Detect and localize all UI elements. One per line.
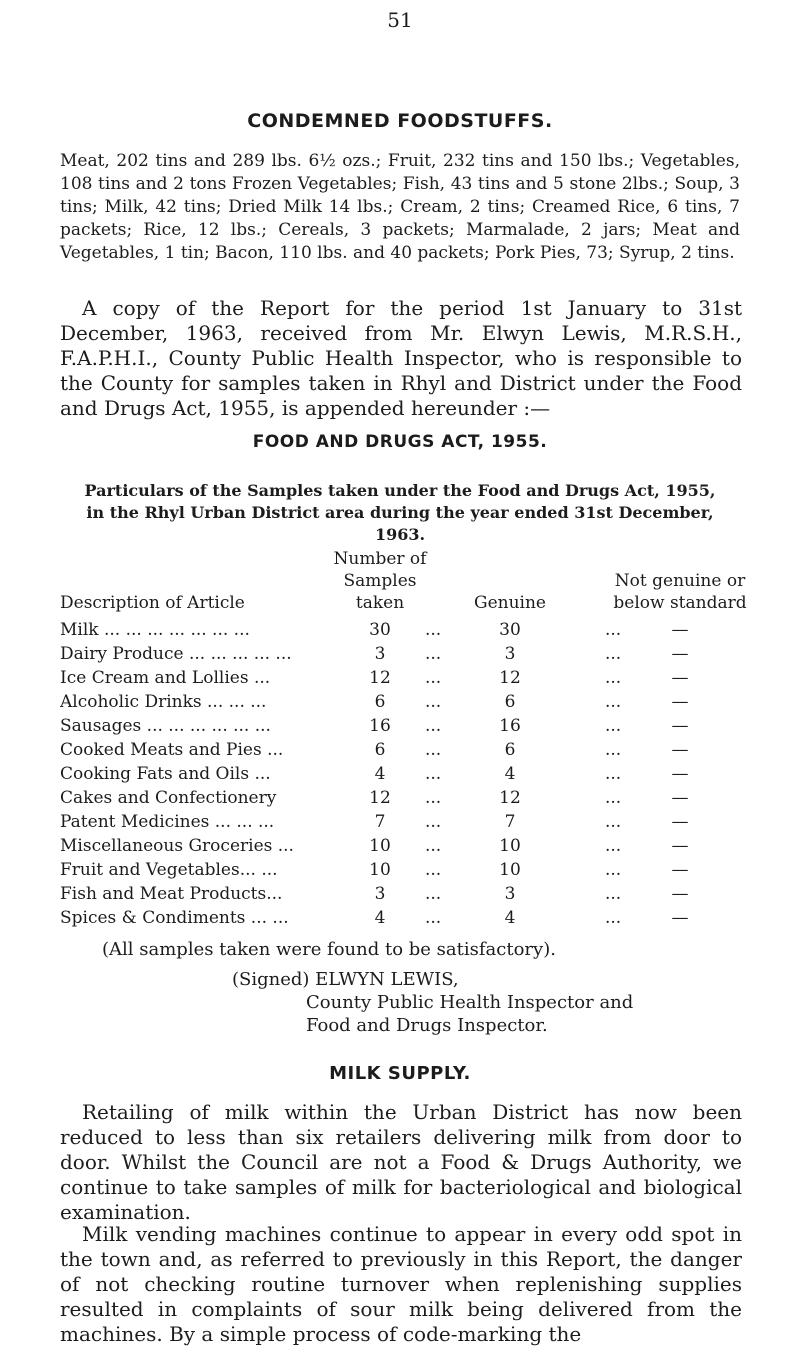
not-genuine-cell: —: [671, 668, 689, 688]
not-genuine-cell: —: [671, 812, 689, 832]
article-cell: Alcoholic Drinks ... ... ...: [60, 692, 267, 712]
samples-taken-cell: 4: [374, 908, 386, 928]
samples-taken-cell: 3: [374, 884, 386, 904]
leader-dots: ...: [605, 764, 622, 784]
table-row: [0, 812, 800, 836]
condemned-heading: CONDEMNED FOODSTUFFS.: [247, 110, 553, 132]
table-row: [0, 692, 800, 716]
leader-dots: ...: [425, 788, 442, 808]
not-genuine-cell: —: [671, 884, 689, 904]
genuine-cell: 7: [504, 812, 516, 832]
leader-dots: ...: [605, 812, 622, 832]
table-row: [0, 860, 800, 884]
not-genuine-cell: —: [671, 764, 689, 784]
leader-dots: ...: [605, 644, 622, 664]
not-genuine-cell: —: [671, 836, 689, 856]
signature-name: (Signed) ELWYN LEWIS,: [232, 969, 459, 990]
leader-dots: ...: [425, 740, 442, 760]
article-cell: Spices & Condiments ... ...: [60, 908, 289, 928]
samples-taken-cell: 12: [369, 788, 391, 808]
leader-dots: ...: [605, 836, 622, 856]
food-drugs-heading: FOOD AND DRUGS ACT, 1955.: [252, 432, 548, 452]
not-genuine-cell: —: [671, 644, 689, 664]
leader-dots: ...: [605, 788, 622, 808]
column-header-genuine: Genuine: [474, 593, 546, 613]
samples-taken-cell: 12: [369, 668, 391, 688]
article-cell: Ice Cream and Lollies ...: [60, 668, 271, 688]
not-genuine-cell: —: [671, 692, 689, 712]
genuine-cell: 16: [499, 716, 521, 736]
not-genuine-cell: —: [671, 860, 689, 880]
page-number: 51: [387, 8, 413, 32]
samples-taken-cell: 10: [369, 860, 391, 880]
column-header-not-genuine-1: Not genuine or: [614, 571, 746, 591]
leader-dots: ...: [425, 668, 442, 688]
genuine-cell: 12: [499, 668, 521, 688]
report-copy-paragraph: A copy of the Report for the period 1st January to 31st December, 1963, received from Mr. Elwyn Lewis, M.R.S.H., F.A.P.H.I., County Public Health Inspector, who is responsible to the County for samples taken in Rhyl and District under the Food and Drugs Act, 1955, is appended hereunder :—: [60, 296, 742, 420]
table-row: [0, 836, 800, 860]
milk-paragraph-1: Retailing of milk within the Urban District has now been reduced to less than six retailers delivering milk from door to door. Whilst the Council are not a Food & Drugs Authority, we continue to take samples of milk for bacteriological and biological examination.: [60, 1100, 742, 1224]
not-genuine-cell: —: [671, 740, 689, 760]
leader-dots: ...: [605, 716, 622, 736]
samples-taken-cell: 4: [374, 764, 386, 784]
table-row: [0, 788, 800, 812]
satisfactory-note: (All samples taken were found to be satisfactory).: [102, 939, 556, 960]
signature-title-2: Food and Drugs Inspector.: [306, 1015, 548, 1036]
article-cell: Dairy Produce ... ... ... ... ...: [60, 644, 292, 664]
table-caption-line-3: 1963.: [374, 525, 426, 544]
leader-dots: ...: [605, 908, 622, 928]
table-row: [0, 620, 800, 644]
article-cell: Milk ... ... ... ... ... ... ...: [60, 620, 250, 640]
samples-taken-cell: 30: [369, 620, 391, 640]
signature-title-1: County Public Health Inspector and: [306, 992, 634, 1013]
article-cell: Cooked Meats and Pies ...: [60, 740, 284, 760]
not-genuine-cell: —: [671, 788, 689, 808]
column-header-number-3: taken: [355, 593, 405, 613]
milk-supply-heading: MILK SUPPLY.: [329, 1063, 471, 1084]
article-cell: Sausages ... ... ... ... ... ...: [60, 716, 271, 736]
column-header-number-1: Number of: [333, 549, 427, 569]
samples-taken-cell: 16: [369, 716, 391, 736]
article-cell: Cakes and Confectionery: [60, 788, 277, 808]
genuine-cell: 6: [504, 740, 516, 760]
article-cell: Miscellaneous Groceries ...: [60, 836, 294, 856]
genuine-cell: 4: [504, 908, 516, 928]
leader-dots: ...: [425, 764, 442, 784]
leader-dots: ...: [425, 692, 442, 712]
table-row: [0, 644, 800, 668]
column-header-not-genuine-2: below standard: [613, 593, 747, 613]
condemned-paragraph: Meat, 202 tins and 289 lbs. 6½ ozs.; Fruit, 232 tins and 150 lbs.; Vegetables, 108 tins and 2 tons Frozen Vegetables; Fish, 43 tins and 5 stone 2lbs.; Soup, 3 tins; Milk, 42 tins; Dried Milk 14 lbs.; Cream, 2 tins; Creamed Rice, 6 tins, 7 packets; Rice, 12 lbs.; Cereals, 3 packets; Marmalade, 2 jars; Meat and Vegetables, 1 tin; Bacon, 110 lbs. and 40 packets; Pork Pies, 73; Syrup, 2 tins.: [60, 151, 740, 263]
not-genuine-cell: —: [671, 620, 689, 640]
column-header-number-2: Samples: [343, 571, 417, 591]
genuine-cell: 3: [504, 884, 516, 904]
samples-taken-cell: 10: [369, 836, 391, 856]
genuine-cell: 30: [499, 620, 521, 640]
genuine-cell: 3: [504, 644, 516, 664]
table-row: [0, 716, 800, 740]
leader-dots: ...: [605, 692, 622, 712]
genuine-cell: 10: [499, 860, 521, 880]
table-caption-line-1: Particulars of the Samples taken under the Food and Drugs Act, 1955,: [84, 481, 716, 500]
table-row: [0, 740, 800, 764]
genuine-cell: 12: [499, 788, 521, 808]
table-caption-line-2: in the Rhyl Urban District area during the year ended 31st December,: [86, 503, 714, 522]
not-genuine-cell: —: [671, 716, 689, 736]
genuine-cell: 10: [499, 836, 521, 856]
leader-dots: ...: [425, 812, 442, 832]
article-cell: Fruit and Vegetables... ...: [60, 860, 278, 880]
leader-dots: ...: [605, 860, 622, 880]
samples-taken-cell: 6: [374, 740, 386, 760]
leader-dots: ...: [605, 740, 622, 760]
leader-dots: ...: [425, 908, 442, 928]
leader-dots: ...: [425, 836, 442, 856]
table-row: [0, 884, 800, 908]
leader-dots: ...: [605, 620, 622, 640]
leader-dots: ...: [605, 884, 622, 904]
leader-dots: ...: [425, 860, 442, 880]
genuine-cell: 6: [504, 692, 516, 712]
column-header-description: Description of Article: [60, 593, 245, 613]
article-cell: Cooking Fats and Oils ...: [60, 764, 271, 784]
article-cell: Patent Medicines ... ... ...: [60, 812, 275, 832]
table-row: [0, 668, 800, 692]
leader-dots: ...: [425, 644, 442, 664]
table-row: [0, 908, 800, 932]
leader-dots: ...: [425, 620, 442, 640]
leader-dots: ...: [425, 716, 442, 736]
table-row: [0, 764, 800, 788]
samples-taken-cell: 7: [374, 812, 386, 832]
samples-taken-cell: 3: [374, 644, 386, 664]
not-genuine-cell: —: [671, 908, 689, 928]
samples-taken-cell: 6: [374, 692, 386, 712]
milk-paragraph-2: Milk vending machines continue to appear in every odd spot in the town and, as referred to previously in this Report, the danger of not checking routine turnover when replenishing supplies resulted in complaints of sour milk being delivered from the machines. By a simple process of code-marking the: [60, 1222, 742, 1346]
leader-dots: ...: [425, 884, 442, 904]
genuine-cell: 4: [504, 764, 516, 784]
leader-dots: ...: [605, 668, 622, 688]
article-cell: Fish and Meat Products...: [60, 884, 283, 904]
